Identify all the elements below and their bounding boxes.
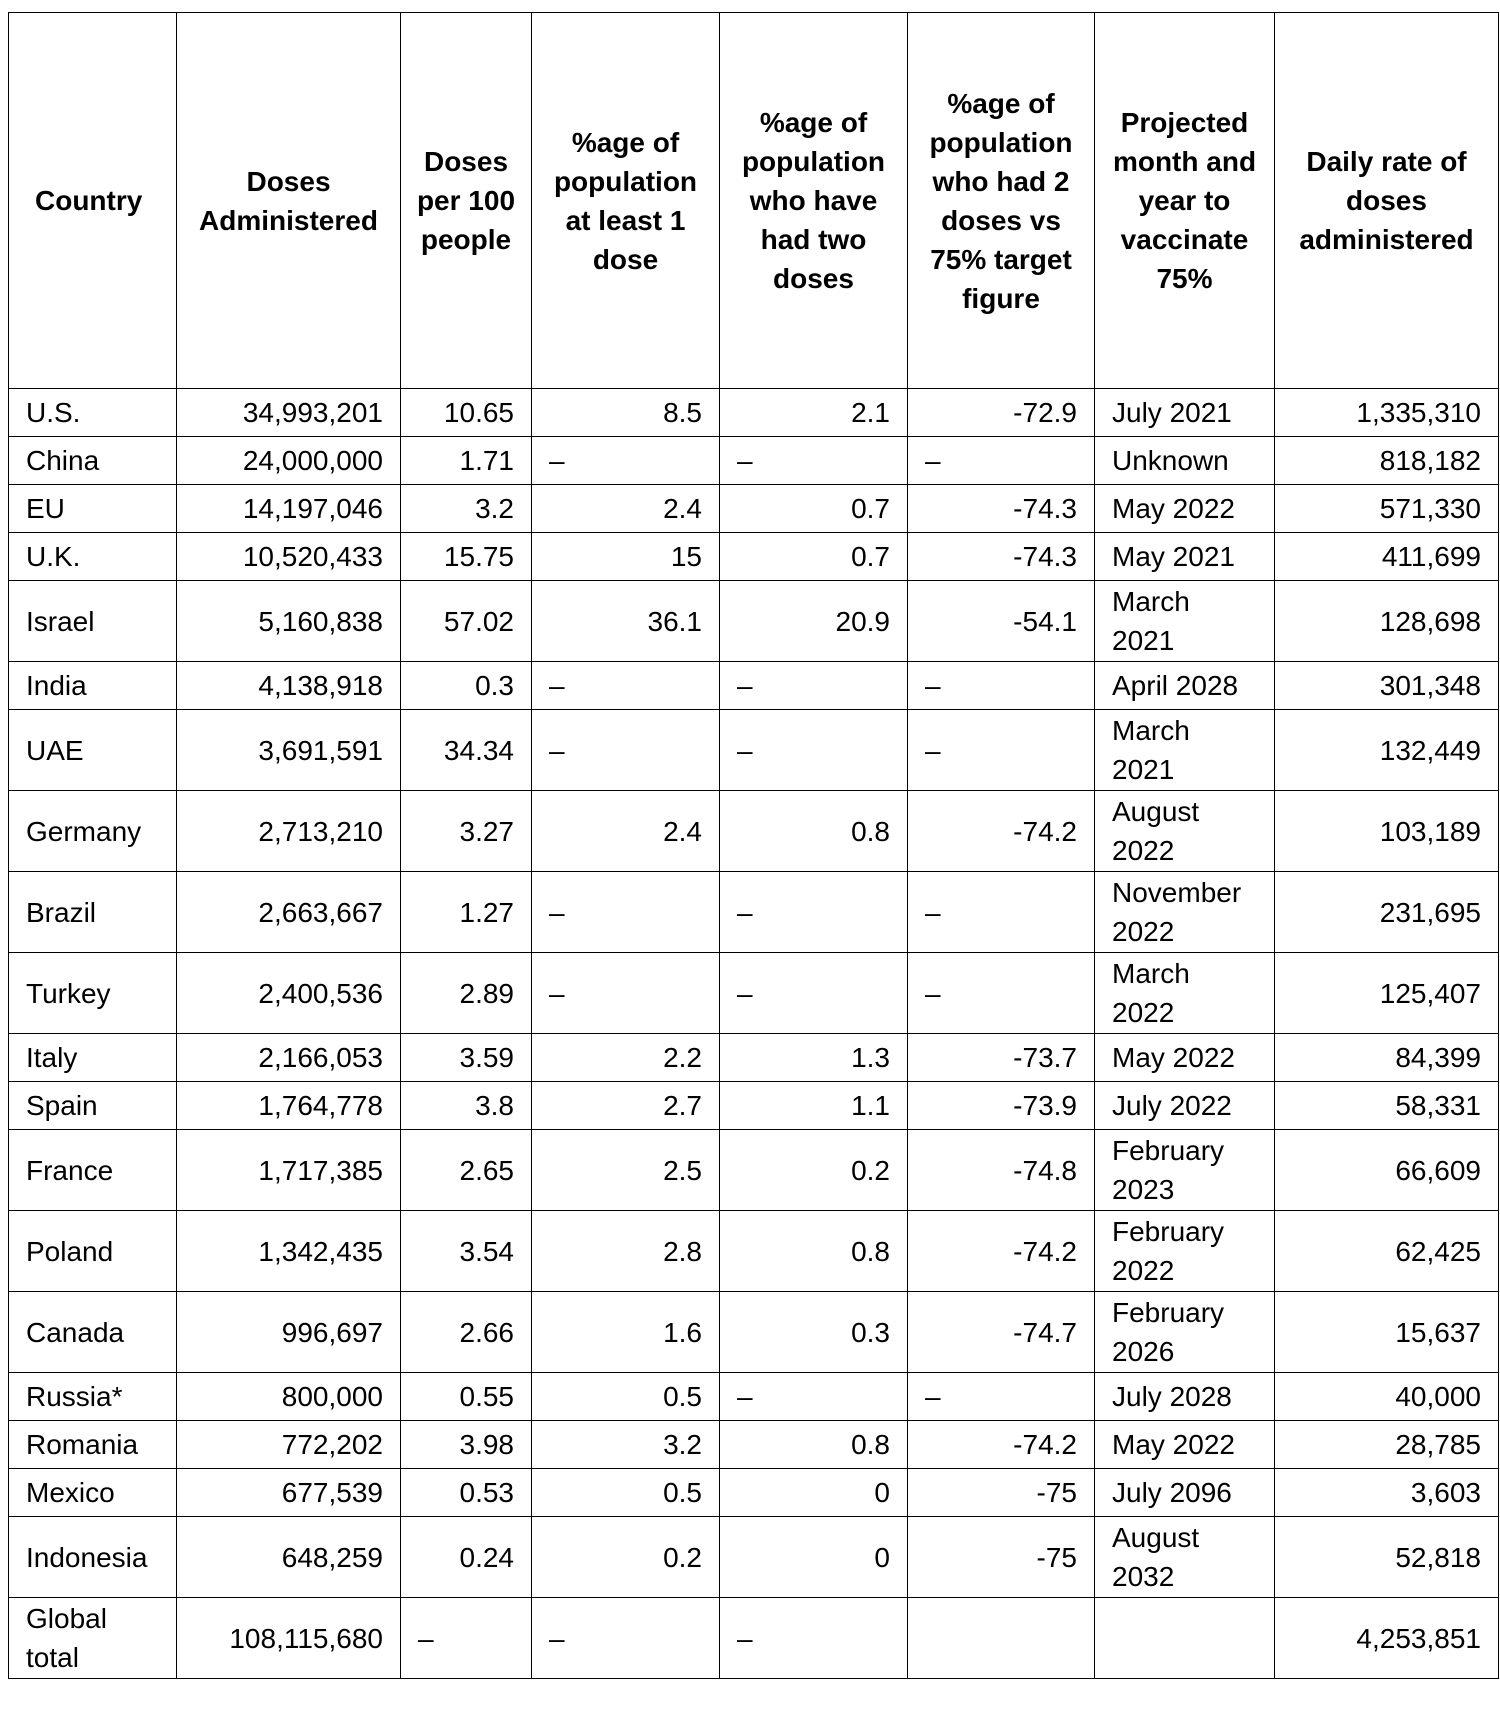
cell-doses-per-100: 2.65	[401, 1130, 532, 1211]
header-row	[9, 13, 1499, 389]
vaccination-table	[8, 12, 1499, 1679]
cell-daily-rate: 818,182	[1275, 437, 1499, 485]
cell-pct-two-doses: 0.8	[720, 1211, 908, 1292]
cell-vs-target: –	[908, 710, 1095, 791]
cell-pct-one-dose: –	[532, 1598, 720, 1679]
cell-projected-month: July 2096	[1095, 1469, 1275, 1517]
cell-pct-two-doses: 1.3	[720, 1034, 908, 1082]
cell-doses-per-100: 0.53	[401, 1469, 532, 1517]
table-row	[9, 1421, 1499, 1469]
cell-doses-per-100: 0.55	[401, 1373, 532, 1421]
cell-pct-one-dose: 8.5	[532, 389, 720, 437]
cell-projected-month: March 2022	[1095, 953, 1275, 1034]
table-row	[9, 389, 1499, 437]
cell-projected-month: May 2022	[1095, 1421, 1275, 1469]
cell-doses-per-100: 1.27	[401, 872, 532, 953]
cell-daily-rate: 15,637	[1275, 1292, 1499, 1373]
cell-pct-two-doses: 2.1	[720, 389, 908, 437]
cell-pct-two-doses: 0.2	[720, 1130, 908, 1211]
cell-pct-two-doses: –	[720, 662, 908, 710]
cell-doses-per-100: 3.98	[401, 1421, 532, 1469]
cell-pct-one-dose: 15	[532, 533, 720, 581]
cell-daily-rate: 52,818	[1275, 1517, 1499, 1598]
cell-pct-two-doses: 1.1	[720, 1082, 908, 1130]
cell-vs-target: -54.1	[908, 581, 1095, 662]
cell-country: Romania	[9, 1421, 177, 1469]
vaccination-table-container	[8, 12, 1499, 1679]
cell-pct-two-doses: –	[720, 710, 908, 791]
cell-vs-target: -74.2	[908, 791, 1095, 872]
cell-doses-per-100: 3.8	[401, 1082, 532, 1130]
cell-daily-rate: 84,399	[1275, 1034, 1499, 1082]
table-row	[9, 1211, 1499, 1292]
cell-doses-per-100: 3.59	[401, 1034, 532, 1082]
cell-country: Russia*	[9, 1373, 177, 1421]
cell-pct-one-dose: 2.4	[532, 791, 720, 872]
cell-projected-month: May 2022	[1095, 485, 1275, 533]
cell-doses-administered: 34,993,201	[177, 389, 401, 437]
cell-pct-one-dose: 0.5	[532, 1373, 720, 1421]
cell-daily-rate: 62,425	[1275, 1211, 1499, 1292]
cell-doses-administered: 14,197,046	[177, 485, 401, 533]
cell-pct-two-doses: 0.7	[720, 533, 908, 581]
cell-country: Canada	[9, 1292, 177, 1373]
cell-vs-target	[908, 1598, 1095, 1679]
cell-doses-administered: 648,259	[177, 1517, 401, 1598]
cell-pct-one-dose: –	[532, 953, 720, 1034]
cell-doses-per-100: 0.3	[401, 662, 532, 710]
table-row	[9, 1292, 1499, 1373]
cell-doses-administered: 677,539	[177, 1469, 401, 1517]
table-row	[9, 1469, 1499, 1517]
cell-doses-administered: 3,691,591	[177, 710, 401, 791]
cell-daily-rate: 301,348	[1275, 662, 1499, 710]
cell-country: UAE	[9, 710, 177, 791]
cell-daily-rate: 66,609	[1275, 1130, 1499, 1211]
cell-daily-rate: 3,603	[1275, 1469, 1499, 1517]
cell-vs-target: -74.3	[908, 533, 1095, 581]
cell-country: U.K.	[9, 533, 177, 581]
header-vs-target: %age of population who had 2 doses vs 75% target figure	[908, 13, 1095, 389]
header-doses-per-100: Doses per 100 people	[401, 13, 532, 389]
cell-vs-target: -74.2	[908, 1211, 1095, 1292]
cell-pct-one-dose: –	[532, 872, 720, 953]
header-daily-rate: Daily rate of doses administered	[1275, 13, 1499, 389]
cell-pct-one-dose: 2.2	[532, 1034, 720, 1082]
cell-projected-month: February 2023	[1095, 1130, 1275, 1211]
cell-country: EU	[9, 485, 177, 533]
cell-doses-administered: 108,115,680	[177, 1598, 401, 1679]
cell-daily-rate: 1,335,310	[1275, 389, 1499, 437]
cell-projected-month: July 2028	[1095, 1373, 1275, 1421]
cell-doses-administered: 10,520,433	[177, 533, 401, 581]
cell-projected-month: February 2026	[1095, 1292, 1275, 1373]
cell-country: Spain	[9, 1082, 177, 1130]
cell-vs-target: –	[908, 872, 1095, 953]
cell-vs-target: -73.7	[908, 1034, 1095, 1082]
cell-doses-administered: 2,713,210	[177, 791, 401, 872]
table-row	[9, 1082, 1499, 1130]
table-row	[9, 1598, 1499, 1679]
cell-daily-rate: 58,331	[1275, 1082, 1499, 1130]
cell-daily-rate: 40,000	[1275, 1373, 1499, 1421]
cell-pct-one-dose: 2.5	[532, 1130, 720, 1211]
table-row	[9, 1517, 1499, 1598]
cell-pct-two-doses: 0	[720, 1517, 908, 1598]
cell-pct-two-doses: 0	[720, 1469, 908, 1517]
cell-country: China	[9, 437, 177, 485]
cell-pct-one-dose: 36.1	[532, 581, 720, 662]
cell-doses-per-100: 0.24	[401, 1517, 532, 1598]
cell-country: India	[9, 662, 177, 710]
cell-pct-two-doses: –	[720, 953, 908, 1034]
cell-country: Indonesia	[9, 1517, 177, 1598]
cell-doses-administered: 5,160,838	[177, 581, 401, 662]
cell-country: U.S.	[9, 389, 177, 437]
cell-doses-administered: 2,400,536	[177, 953, 401, 1034]
table-row	[9, 1130, 1499, 1211]
cell-doses-administered: 24,000,000	[177, 437, 401, 485]
table-row	[9, 710, 1499, 791]
cell-country: Global total	[9, 1598, 177, 1679]
cell-pct-two-doses: –	[720, 1373, 908, 1421]
cell-pct-one-dose: –	[532, 662, 720, 710]
table-row	[9, 581, 1499, 662]
cell-pct-one-dose: –	[532, 710, 720, 791]
cell-daily-rate: 125,407	[1275, 953, 1499, 1034]
cell-daily-rate: 571,330	[1275, 485, 1499, 533]
cell-pct-one-dose: 1.6	[532, 1292, 720, 1373]
cell-doses-per-100: –	[401, 1598, 532, 1679]
cell-daily-rate: 411,699	[1275, 533, 1499, 581]
cell-country: Poland	[9, 1211, 177, 1292]
cell-doses-administered: 996,697	[177, 1292, 401, 1373]
cell-vs-target: -72.9	[908, 389, 1095, 437]
cell-daily-rate: 103,189	[1275, 791, 1499, 872]
cell-projected-month: February 2022	[1095, 1211, 1275, 1292]
cell-projected-month: May 2021	[1095, 533, 1275, 581]
cell-vs-target: –	[908, 1373, 1095, 1421]
header-doses-administered: Doses Administered	[177, 13, 401, 389]
cell-vs-target: –	[908, 953, 1095, 1034]
cell-country: Turkey	[9, 953, 177, 1034]
cell-vs-target: -74.7	[908, 1292, 1095, 1373]
cell-vs-target: –	[908, 662, 1095, 710]
cell-pct-one-dose: 0.5	[532, 1469, 720, 1517]
cell-projected-month: April 2028	[1095, 662, 1275, 710]
header-country: Country	[9, 13, 177, 389]
cell-pct-two-doses: –	[720, 872, 908, 953]
cell-doses-administered: 1,342,435	[177, 1211, 401, 1292]
cell-pct-two-doses: 0.8	[720, 791, 908, 872]
cell-vs-target: -74.2	[908, 1421, 1095, 1469]
cell-daily-rate: 128,698	[1275, 581, 1499, 662]
cell-projected-month: May 2022	[1095, 1034, 1275, 1082]
table-row	[9, 662, 1499, 710]
table-row	[9, 791, 1499, 872]
cell-doses-administered: 4,138,918	[177, 662, 401, 710]
table-row	[9, 1373, 1499, 1421]
cell-pct-two-doses: 0.7	[720, 485, 908, 533]
table-row	[9, 872, 1499, 953]
table-body	[9, 389, 1499, 1679]
cell-doses-administered: 1,717,385	[177, 1130, 401, 1211]
cell-doses-administered: 2,663,667	[177, 872, 401, 953]
cell-doses-administered: 2,166,053	[177, 1034, 401, 1082]
cell-country: Mexico	[9, 1469, 177, 1517]
cell-projected-month: Unknown	[1095, 437, 1275, 485]
cell-pct-one-dose: –	[532, 437, 720, 485]
cell-doses-administered: 772,202	[177, 1421, 401, 1469]
cell-vs-target: -74.3	[908, 485, 1095, 533]
cell-country: Brazil	[9, 872, 177, 953]
cell-pct-two-doses: –	[720, 437, 908, 485]
cell-projected-month: March 2021	[1095, 581, 1275, 662]
cell-doses-per-100: 2.89	[401, 953, 532, 1034]
cell-doses-administered: 800,000	[177, 1373, 401, 1421]
cell-doses-per-100: 10.65	[401, 389, 532, 437]
cell-pct-one-dose: 0.2	[532, 1517, 720, 1598]
cell-projected-month: November 2022	[1095, 872, 1275, 953]
cell-projected-month: July 2022	[1095, 1082, 1275, 1130]
cell-country: Italy	[9, 1034, 177, 1082]
cell-daily-rate: 4,253,851	[1275, 1598, 1499, 1679]
cell-daily-rate: 132,449	[1275, 710, 1499, 791]
table-row	[9, 953, 1499, 1034]
cell-pct-one-dose: 2.8	[532, 1211, 720, 1292]
header-pct-one-dose: %age of population at least 1 dose	[532, 13, 720, 389]
cell-vs-target: -75	[908, 1517, 1095, 1598]
cell-pct-two-doses: 0.3	[720, 1292, 908, 1373]
cell-doses-per-100: 34.34	[401, 710, 532, 791]
header-projected-month: Projected month and year to vaccinate 75%	[1095, 13, 1275, 389]
cell-doses-per-100: 3.2	[401, 485, 532, 533]
cell-doses-per-100: 1.71	[401, 437, 532, 485]
cell-projected-month: July 2021	[1095, 389, 1275, 437]
cell-pct-two-doses: 0.8	[720, 1421, 908, 1469]
cell-pct-one-dose: 2.7	[532, 1082, 720, 1130]
cell-vs-target: -73.9	[908, 1082, 1095, 1130]
cell-projected-month: August 2022	[1095, 791, 1275, 872]
cell-doses-per-100: 3.27	[401, 791, 532, 872]
cell-country: Germany	[9, 791, 177, 872]
cell-country: France	[9, 1130, 177, 1211]
cell-pct-one-dose: 3.2	[532, 1421, 720, 1469]
table-row	[9, 1034, 1499, 1082]
cell-country: Israel	[9, 581, 177, 662]
table-row	[9, 485, 1499, 533]
cell-daily-rate: 231,695	[1275, 872, 1499, 953]
table-row	[9, 437, 1499, 485]
cell-projected-month: August 2032	[1095, 1517, 1275, 1598]
cell-doses-per-100: 2.66	[401, 1292, 532, 1373]
cell-pct-two-doses: 20.9	[720, 581, 908, 662]
cell-pct-two-doses: –	[720, 1598, 908, 1679]
cell-doses-per-100: 3.54	[401, 1211, 532, 1292]
table-row	[9, 533, 1499, 581]
cell-doses-per-100: 15.75	[401, 533, 532, 581]
cell-vs-target: -75	[908, 1469, 1095, 1517]
cell-doses-per-100: 57.02	[401, 581, 532, 662]
cell-daily-rate: 28,785	[1275, 1421, 1499, 1469]
cell-vs-target: -74.8	[908, 1130, 1095, 1211]
cell-pct-one-dose: 2.4	[532, 485, 720, 533]
cell-doses-administered: 1,764,778	[177, 1082, 401, 1130]
cell-projected-month	[1095, 1598, 1275, 1679]
header-pct-two-doses: %age of population who have had two doses	[720, 13, 908, 389]
cell-vs-target: –	[908, 437, 1095, 485]
cell-projected-month: March 2021	[1095, 710, 1275, 791]
